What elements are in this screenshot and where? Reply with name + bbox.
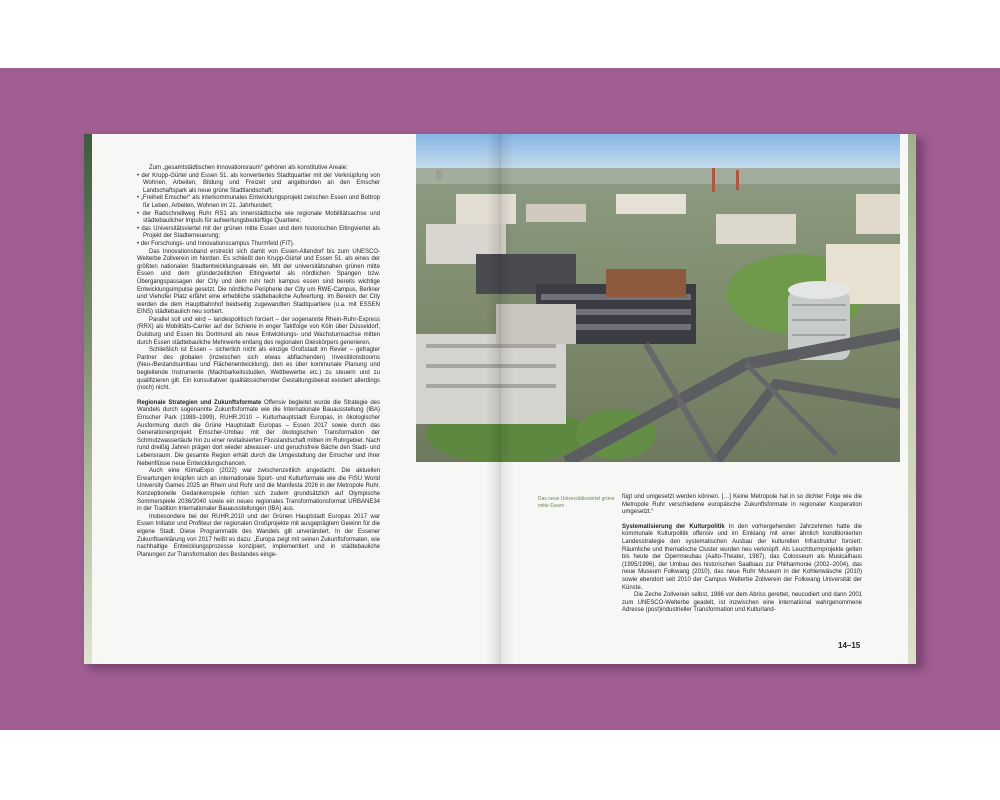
paragraph: fügt und umgesetzt werden können. […] Keine Metropole hat in so dichter Folge wie die Metropole Ruhr verschiedene europäische Zukunftsformate in regionaler Kooperation umgesetzt.“ bbox=[622, 494, 862, 516]
left-page-edge bbox=[84, 134, 92, 664]
list-item: • der Radschnellweg Ruhr RS1 als innerstädtische wie regionale Mobilitätsachse und städtebaulicher Impuls für aufwertungsbedürftige Quartiere; bbox=[137, 211, 380, 226]
list-item: • das Universitätsviertel mit der grünen mitte Essen und dem historischen Eltingviertel als Projekt der Stadterneuerung; bbox=[137, 226, 380, 241]
list-item: • der Forschungs- und Innovationscampus Thurmfeld (FIT). bbox=[137, 241, 380, 249]
list-item: • der Krupp-Gürtel und Essen 51. als konvertiertes Stadtquartier mit der Verknüpfung von Wohnen, Arbeiten, Bildung und Freizeit und angebunden an den Emscher Landschaftspark als neue grüne Stadtlandschaft; bbox=[137, 173, 380, 196]
paragraph bbox=[137, 400, 380, 468]
paragraph: Insbesondere bei der RUHR.2010 und der Grünen Hauptstadt Europas 2017 war Essen Initiator und Profiteur der regionalen Großprojekte mit ausgeprägtem Gewinn für die eigene Stadt. Diese Programmatik des Wandels gilt unverändert. In der Essener Zukunftserklärung von 2017 heißt es dazu: „Europa zeigt mit seinen Zukunftsformaten, wie nachhaltige Entwicklungsprozesse konzipiert, implementiert und in städtebauliche Planungen zur Transformation des Bestandes einge- bbox=[137, 513, 380, 558]
section-heading: Systematisierung der Kulturpolitik bbox=[622, 523, 725, 530]
bullet-list bbox=[137, 173, 380, 249]
paragraph: Das Innovationsband erstreckt sich damit von Essen-Altendorf bis zum UNESCO-Welterbe Zollverein im Norden. Es schließt den Krupp-Gürtel und Essen 51. als eines der größten nationalen Stadtentwicklungsareale ein. Mit der universitätsnahen grünen mitte Essen und dem gründerzeitlichen Eltingviertel als nördlichen Spangen bzw. Übergangspassagen der City und dem ruhr tech kampus essen sind bereits wichtige Entwicklungsimpulse gesetzt. Die nördliche Peripherie der City um RWE-Campus, Berliner und Viehofer Platz erfährt eine erhebliche städtebauliche Aufwertung. Im Bereich der City werden die dem Hauptbahnhof beidseitig zugewandten Stadtquartiere (u.a. mit ESSEN EINS) städtebaulich neu sortiert. bbox=[137, 248, 380, 316]
intro-line: Zum „gesamtstädtischen Innovationsraum“ gehören als konstitutive Areale: bbox=[149, 165, 348, 171]
left-text-column bbox=[137, 165, 380, 559]
section-heading: Regionale Strategien und Zukunftsformate bbox=[137, 399, 262, 406]
right-text-column bbox=[622, 494, 862, 615]
paragraph: Die Zeche Zollverein selbst, 1986 vor dem Abriss gerettet, neucodiert und dann 2001 zum UNESCO-Welterbe geadelt, ist inzwischen eine international wahrgenommene Adresse (post)industrieller Transformation und Kulturland- bbox=[622, 592, 862, 614]
paragraph: Parallel soll und wird – landespolitisch forciert – der sogenannte Rhein-Ruhr-Express (RRX) als Mobilitäts-Carrier auf der Schiene in enger Taktfolge von Köln über Düsseldorf, Duisburg und Essen bis Dortmund als neue Entwicklungs- und Wachstumsachse mitten durch Essen städtebauliche Mehrwerte entlang des regionalen Gleiskörpers generieren. bbox=[137, 316, 380, 346]
list-item: • „Freiheit Emscher“ als interkommunales Entwicklungsprojekt zwischen Essen und Bottrop für Leben, Arbeiten, Wohnen im 21. Jahrhundert; bbox=[137, 195, 380, 210]
page-numbers: 14–15 bbox=[838, 641, 861, 650]
gutter-shadow bbox=[486, 134, 514, 664]
paragraph-text: Offensiv begleitet wurde die Strategie des Wandels durch sogenannte Zukunftsformate wie die Internationale Bauausstellung (IBA) Emscher Park (1989–1999), RUHR.2010 – Kulturhauptstadt Europas, in ökologischer Ausformung durch die Grüne Hauptstadt Europas – Essen 2017 sowie durch das Generationenprojekt Emscher-Umbau mit der ökologischen Transformation der Schmutzwasserläufe hin zu einer revitalisierten Flusslandschaft mitten im Ruhrgebiet. Nach rund dreißig Jahren prägen dort wieder abwasser- und geruchsfreie Bäche den Stadt- und Lebensraum. Die gesamte Region erhält durch die Umgestaltung der Emscher und ihrer Nebenflüsse neue Entwicklungschancen. bbox=[137, 399, 380, 467]
paragraph: Schließlich ist Essen – sicherlich nicht als einzige Großstadt im Revier – gefragter Partner des globalen (inzwischen sich etwas abflachenden) Investitionsbooms (Neu-/Bestandsumbau und Flächenentwicklung), den es über kommunale Planung und begleitende Instrumente (Machbarkeitsstudien, Wettbewerbe etc.) zu steuern und zu qualifizieren gilt. Ein konsultativer qualitätssichernder Gestaltungsbeirat existiert allerdings (noch) nicht. bbox=[137, 347, 380, 392]
paragraph-text: In den vorhergehenden Jahrzehnten hatte die kommunale Kulturpolitik offensiv und im Einklang mit einer ähnlich konditionierten Landesstrategie den systematischen Ausbau der kulturellen Infrastruktur forciert. Räumliche und thematische Cluster wurden neu verknüpft. Als Leuchtturmprojekte gelten bis heute der Opernneubau (Aalto-Theater, 1987), das Colosseum als Musicalhaus (1995/1996), der Umbau des historischen Saalbaus zur Philharmonie (2002–2004), das neue Museum Folkwang (2010), das neue Ruhr Museum in der Kohlenwäsche (2010) sowie ebendort seit 2010 der Campus Welterbe Zollverein der Folkwang Universität der Künste. bbox=[622, 523, 862, 591]
right-page-edge bbox=[908, 134, 916, 664]
paragraph: Auch eine KlimaExpo (2022) war zwischenzeitlich angedacht. Die aktuellen Erwartungen knüpfen sich an internationale Sport- und Kulturformate wie die FISU World University Games 2025 an Rhein und Ruhr und die Manifesta 2026 in der Metropole Ruhr. Konzeptionelle Gedankenspiele richten sich zudem grundsätzlich auf Olympische Sommerspiele 2036/2040 sowie ein neues regionales Transformationsformat URBANE34 in der Tradition Internationaler Bauausstellungen (IBA) aus. bbox=[137, 468, 380, 513]
paragraph bbox=[622, 524, 862, 592]
photo-caption: Das neue Universitätsviertel grüne mitte Essen bbox=[538, 496, 615, 509]
